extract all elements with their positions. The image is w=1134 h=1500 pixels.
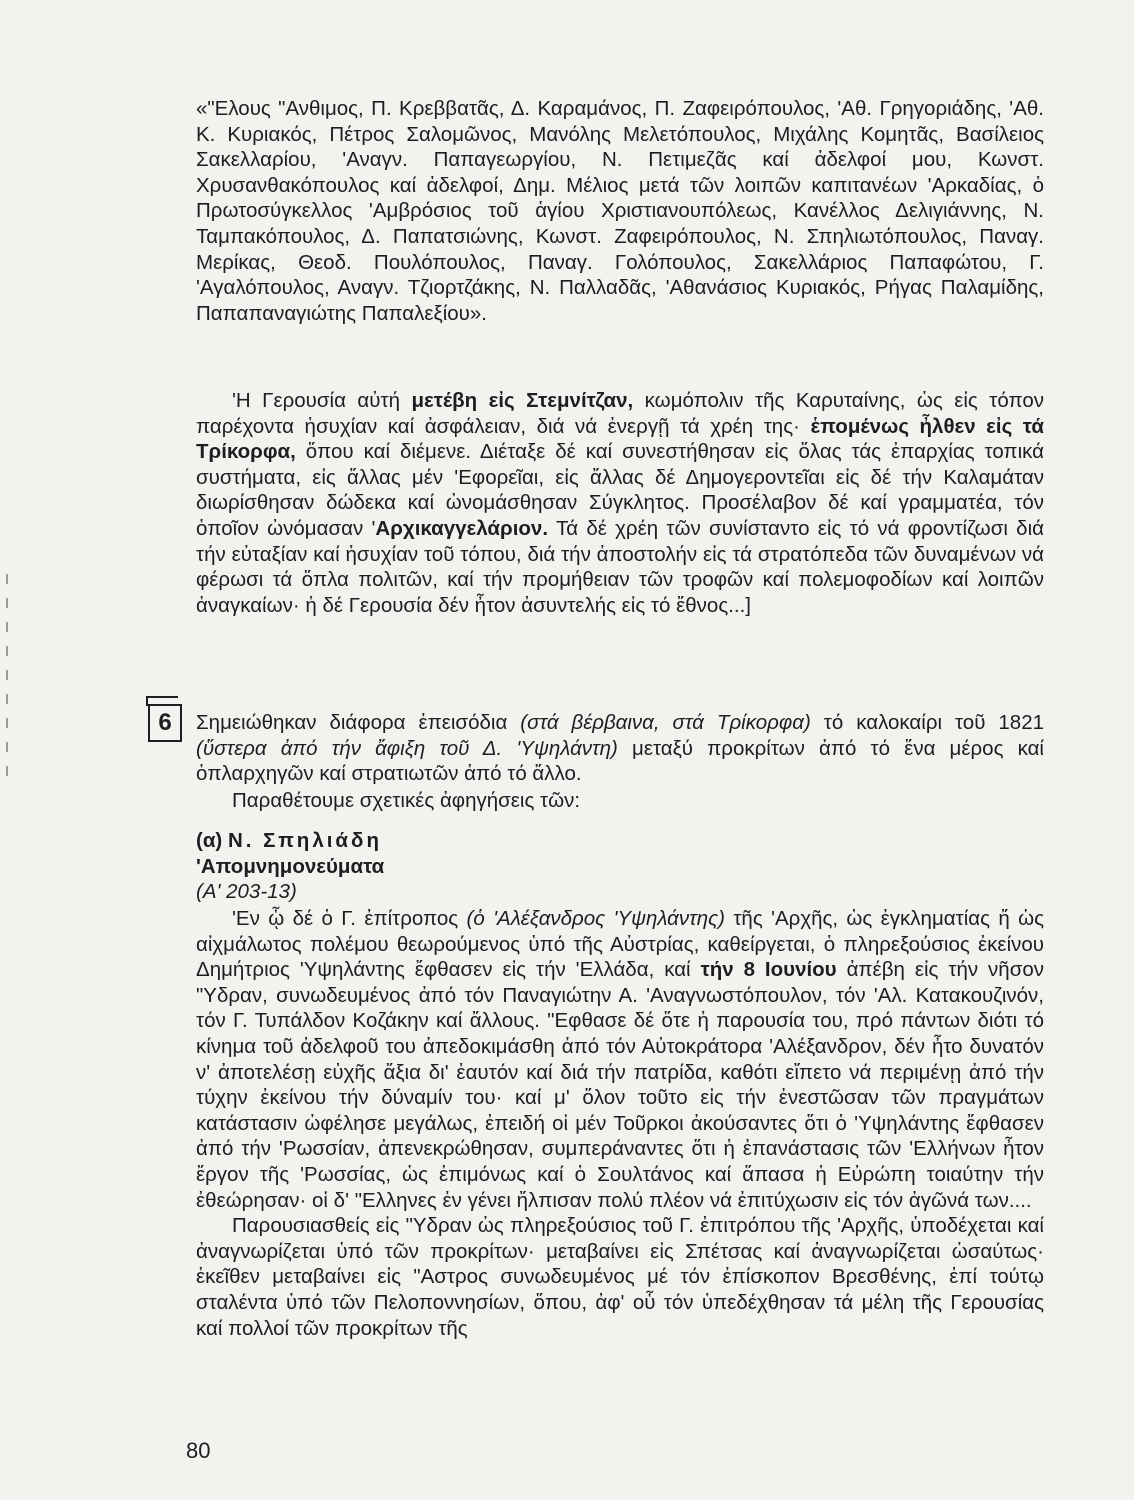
emphasis-trikorfa: ἑπομένως ἦλθεν εἰς τά Τρίκορφα, — [196, 414, 1044, 464]
source-reference: (Α' 203-13) — [196, 880, 297, 904]
page-number: 80 — [186, 1438, 211, 1463]
gerousia-paragraph-block — [196, 388, 1044, 618]
section-intro — [196, 710, 1044, 787]
emphasis-stemnitza: μετέβη εἰς Στεμνίτζαν, — [411, 389, 634, 412]
margin-marks — [6, 560, 14, 840]
body-paragraph-1: 'Εν ᾧ δέ ὁ Γ. ἐπίτροπος (ὁ 'Αλέξανδρος 'Υψηλάντης) τῆς 'Αρχῆς, ὡς ἐγκληματίας ἤ ὡς αἰχμάλωτος πολέμου θεωρούμενος ὑπό τῆς Αὐστρίας, καθείργεται, ὁ πληρεξούσιος ἐκείνου Δημήτριος 'Υψηλάντης ἔφθασεν εἰς τήν 'Ελλάδα, καί τήν 8 Ιουνίου ἀπέβη εἰς τήν νῆσον "Υδραν, συνωδευμένος ἀπό τόν Παναγιώτην Α. 'Αναγνωστόπουλον, τόν 'Αλ. Κατακουζινόν, τόν Γ. Τυπάλδον Κοζάκην καί ἄλλους. "Εφθασε δέ ὅτε ἡ παρουσία του, πρό πάντων διότι τό κίνημα τοῦ ἀδελφοῦ του ἀπεδοκιμάσθη ἀπό τόν Αὐτοκράτορα 'Αλέξανδρον, δέν ἦτο δυνατόν ν' ἀποτελέσῃ εὐχῆς ἄξια δι' ἑαυτόν καί διά τήν πατρίδα, καθότι εἴπετο νά περιμένῃ ἀπό τήν τύχην ἐκείνου τήν δύναμίν του· καί μ' ὅλον τοῦτο εἰς τήν ἐνεστῶσαν τῶν πραγμάτων κατάστασιν ὠφέλησε μεγάλως, ἐπειδή οἱ μέν Τοῦρκοι ἀκούσαντες ὅτι ὁ 'Υψηλάντης ἔφθασεν ἀπό τήν 'Ρωσσίαν, ἀπενεκρώθησαν, συμπεράναντες ὅτι ἡ ἐπανάστασις τῶν 'Ελλήνων ἦτον ἔργον τῆς 'Ρωσσίας, ὡς ἐπιμόνως καί ὁ Σουλτάνος καί ἅπασα ἡ Εὐρώπη τοιαύτην τήν ἐθεώρησαν· οἱ δ' "Ελληνες ἐν γένει ἤλπισαν πολύ πλέον νά ἐπιτύχωσιν εἰς τόν ἀγῶνά των.... — [196, 907, 1045, 1212]
intro-second-line-block — [196, 788, 1044, 814]
source-citation — [196, 828, 1044, 905]
gerousia-paragraph: 'Η Γερουσία αὐτή μετέβη εἰς Στεμνίτζαν, κωμόπολιν τῆς Καρυταίνης, ὡς εἰς τόπον παρέχοντα ἡσυχίαν καί ἀσφάλειαν, διά νά ἐνεργῇ τά χρέη της· ἑπομένως ἦλθεν εἰς τά Τρίκορφα, ὅπου καί διέμενε. Διέταξε δέ καί συνεστήθησαν εἰς ὅλας τάς ἐπαρχίας τοπικά συστήματα, εἰς ἄλλας μέν 'Εφορεῖαι, εἰς ἄλλας δέ Δημογεροντεῖαι εἰς δέ τήν Καλαμάταν διωρίσθησαν δώδεκα καί ὠνομάσθησαν Σύγκλητος. Προσέλαβον δέ καί γραμματέα, τόν ὁποῖον ὠνόμασαν 'Αρχικαγγελάριον. Τά δέ χρέη τῶν συνίσταντο εἰς τό νά φροντίζωσι διά τήν εὐταξίαν καί ἡσυχίαν τοῦ τόπου, διά τήν ἀποστολήν εἰς τά στρατόπεδα τῶν δυναμένων νά φέρωσι τά ὅπλα πολιτῶν, καί τήν προμήθειαν τῶν τροφῶν καί πολεμοφοδίων καί λοιπῶν ἀναγκαίων· ἡ δέ Γερουσία δέν ἦτον ἀσυντελής εἰς τό ἔθνος...] — [196, 389, 1044, 617]
intro-second-paragraph: Παραθέτουμε σχετικές ἀφηγήσεις τῶν: — [232, 789, 581, 812]
source-title: 'Απομνημονεύματα — [196, 854, 385, 878]
source-author: Ν. Σπηλιάδη — [227, 829, 382, 852]
body-paragraph-2: Παρουσιασθείς εἰς "Υδραν ὡς πληρεξούσιος τοῦ Γ. ἐπιτρόπου τῆς 'Αρχῆς, ὑποδέχεται καί ἀναγνωρίζεται ὑπό τῶν προκρίτων· μεταβαίνει εἰς Σπέτσας καί ἀναγνωρίζεται ὡσαύτως· ἐκεῖθεν μεταβαίνει εἰς "Αστρος συνωδευμένος μέ τόν ἐπίσκοπον Βρεσθένης, ἐπί τούτῳ σταλέντα ὑπό τῶν Πελοποννησίων, ὅπου, ἀφ' οὗ τόν ὑπεδέχθησαν τά μέλη τῆς Γερουσίας καί πολλοί τῶν προκρίτων τῆς — [196, 1214, 1044, 1340]
section-number-box: 6 — [148, 704, 182, 742]
spiliadis-text — [196, 906, 1044, 1341]
emphasis-archikangelarios: Αρχικαγγελάριον. — [375, 516, 549, 540]
signatories-paragraph: «"Ελους "Ανθιμος, Π. Κρεββατᾶς, Δ. Καραμάνος, Π. Ζαφειρόπουλος, 'Αθ. Γρηγοριάδης, 'Αθ. Κ. Κυριακός, Πέτρος Σαλομῶνος, Μανόλης Μελετόπουλος, Μιχάλης Κομητᾶς, Βασίλειος Σακελλαρίου, 'Αναγν. Παπαγεωργίου, Ν. Πετιμεζᾶς καί ἀδελφοί μου, Κωνστ. Χρυσανθακόπουλος καί ἀδελφοί, Δημ. Μέλιος μετά τῶν λοιπῶν καπιτανέων 'Αρκαδίας, ὁ Πρωτοσύγκελλος 'Αμβρόσιος τοῦ ἁγίου Χριστιανουπόλεως, Κανέλλος Δελιγιάννης, Ν. Ταμπακόπουλος, Δ. Παπατσιώνης, Κωνστ. Ζαφειρόπουλος, Ν. Σπηλιωτόπουλος, Παναγ. Μερίκας, Θεοδ. Πουλόπουλος, Παναγ. Γολόπουλος, Σακελλάριος Παπαφώτου, Γ. 'Αγαλόπουλος, Αναγν. Τζιορτζάκης, Ν. Παλλαδᾶς, 'Αθανάσιος Κυριακός, Ρήγας Παλαμίδης, Παπαπαναγιώτης Παπαλεξίου». — [196, 97, 1044, 325]
quoted-signatories — [196, 96, 1044, 326]
source-label: (α) — [196, 829, 223, 852]
intro-paragraph: Σημειώθηκαν διάφορα ἐπεισόδια (στά βέρβαινα, στά Τρίκορφα) τό καλοκαίρι τοῦ 1821 (ὕστερα ἀπό τήν ἄφιξη τοῦ Δ. 'Υψηλάντη) μεταξύ προκρίτων ἀπό τό ἕνα μέρος καί ὁπλαρχηγῶν καί στρατιωτῶν ἀπό τό ἄλλο. — [196, 711, 1044, 786]
emphasis-date: τήν 8 Ιουνίου — [700, 958, 837, 982]
